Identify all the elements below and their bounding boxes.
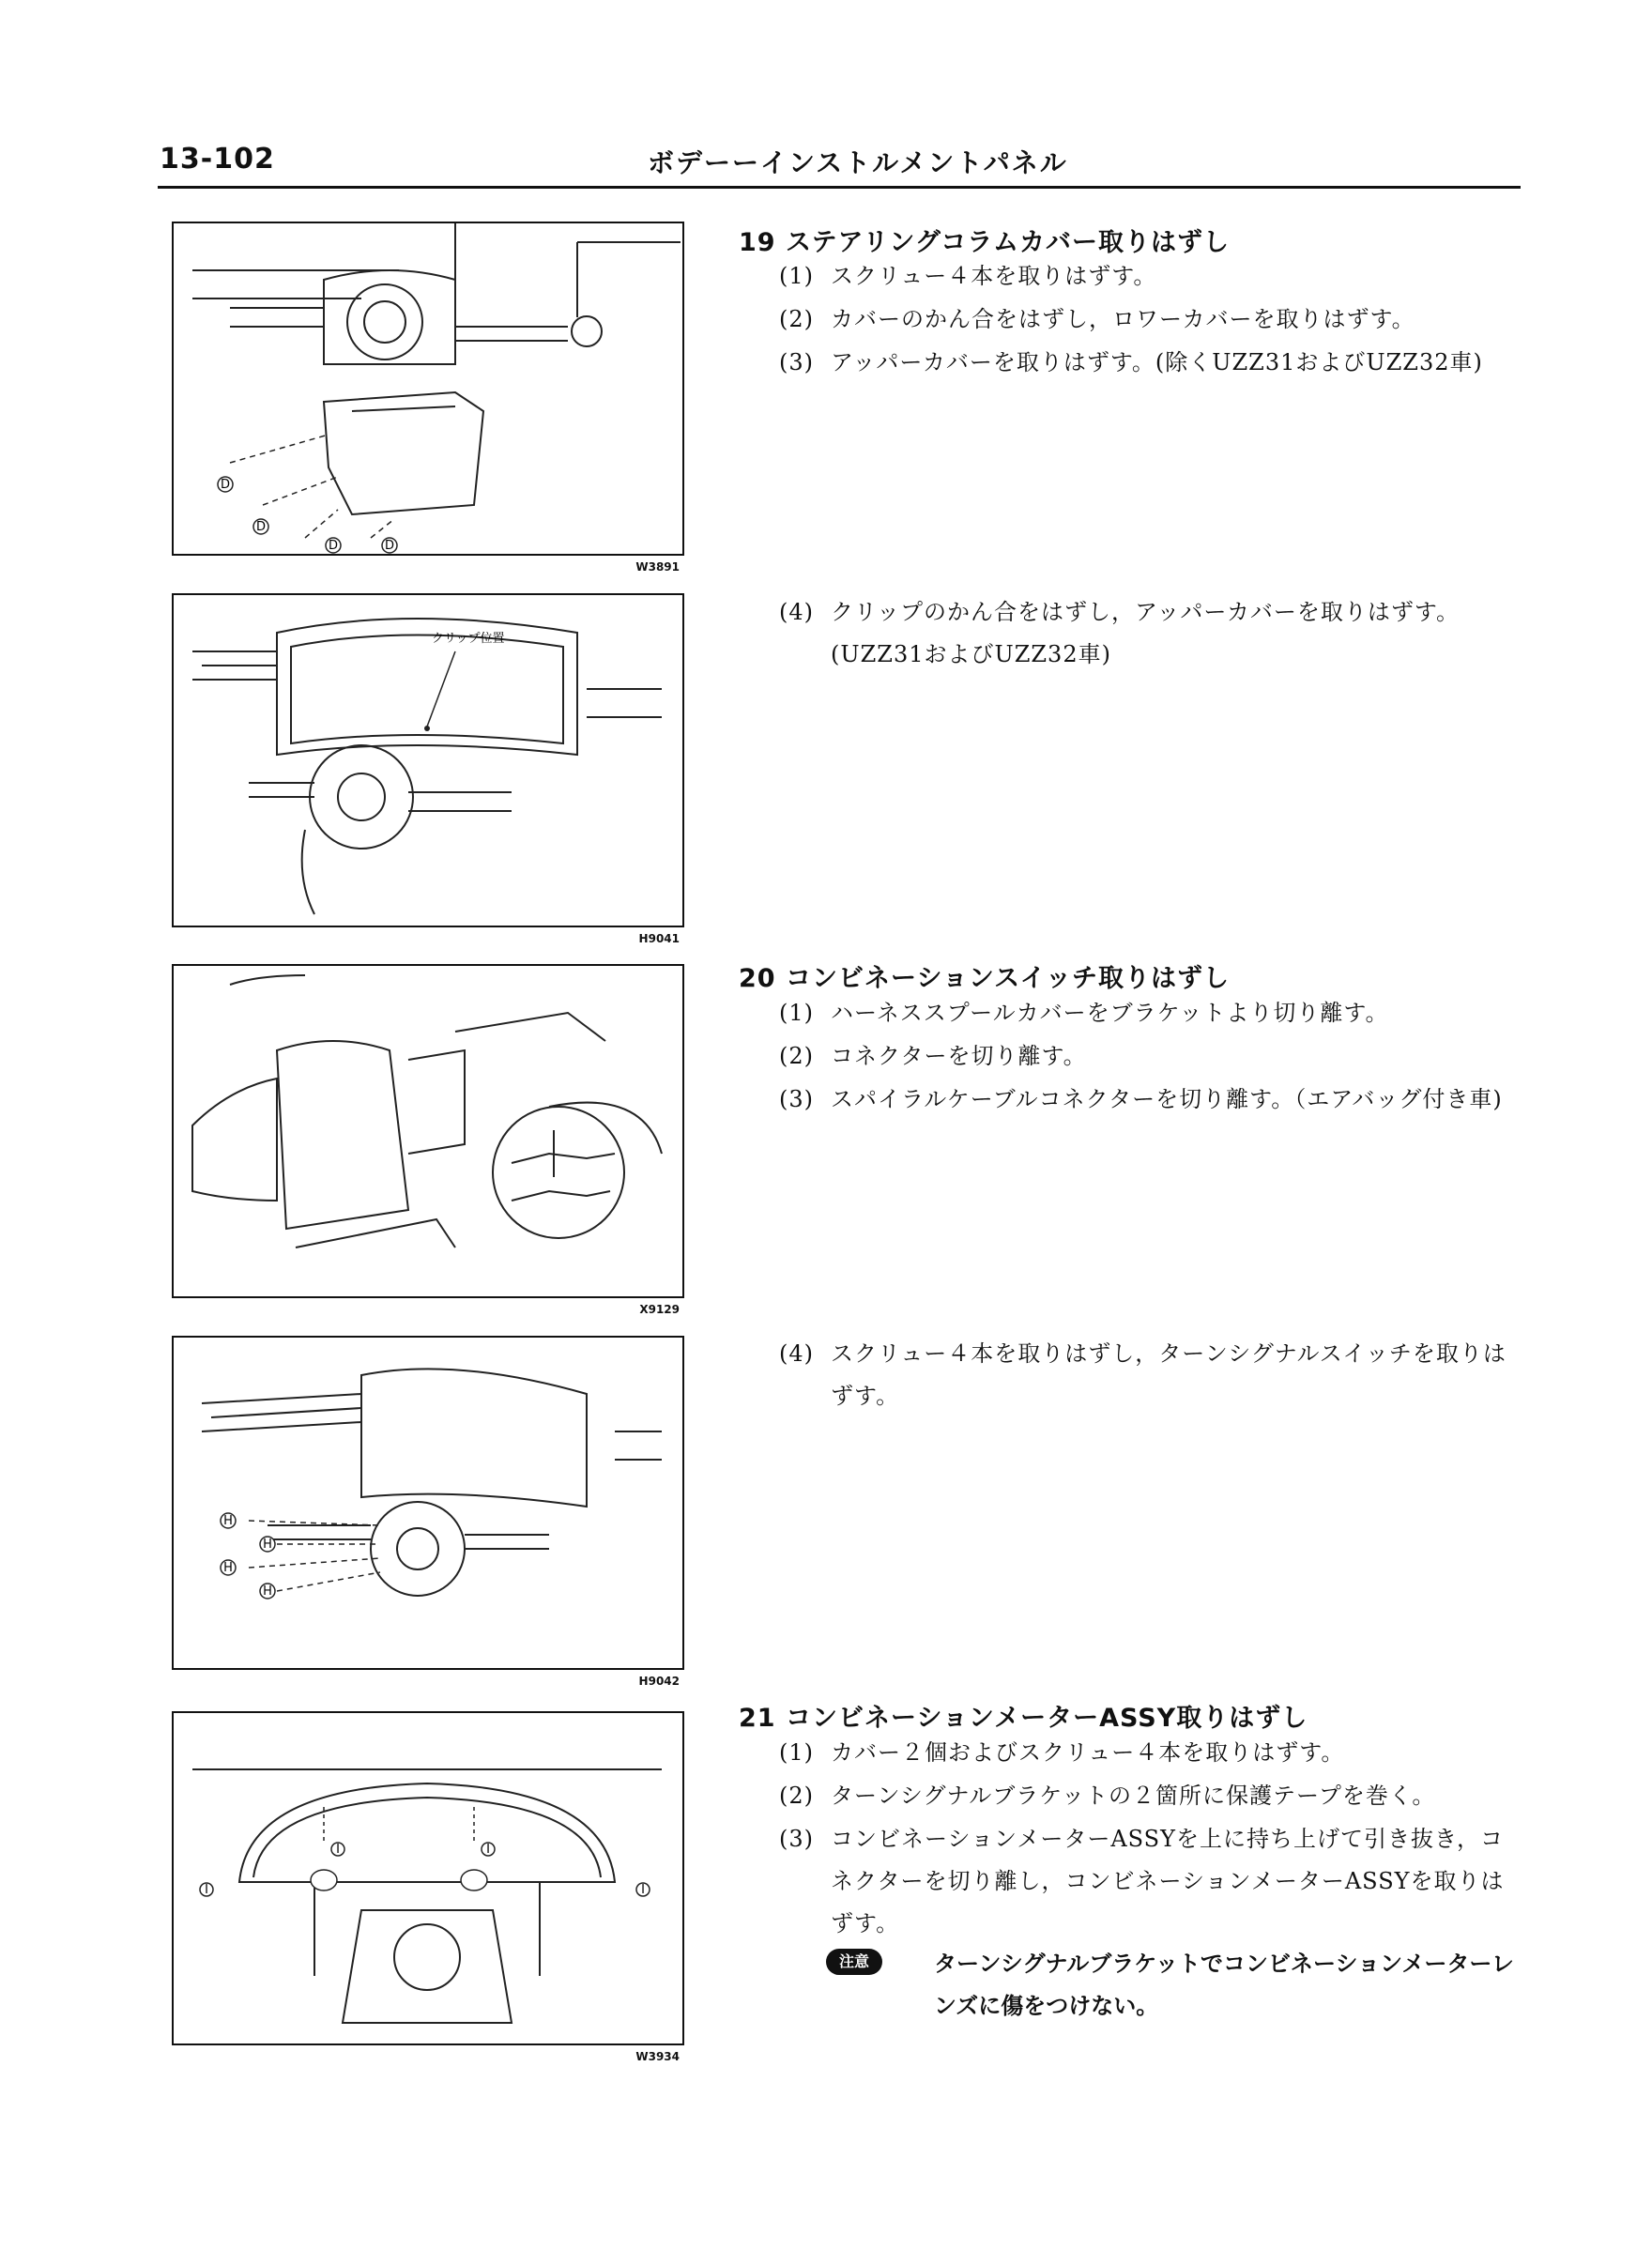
figure-code-4: H9042	[638, 1675, 680, 1688]
step-text: スパイラルケーブルコネクターを切り離す。（エアバッグ付き車)	[831, 1086, 1503, 1112]
callout-i-2: I	[486, 1843, 490, 1857]
section-heading-20	[739, 957, 1230, 994]
callout-h-4: H	[263, 1584, 272, 1599]
step-text: コンビネーションメーターASSYを上に持ち上げて引き抜き，コネクターを切り離し，コンビネーションメーターASSYを取りはずす。	[831, 1826, 1505, 1936]
step-number: (3)	[779, 1826, 814, 1852]
callout-d-2: D	[255, 520, 267, 534]
step-number: (4)	[779, 1340, 814, 1367]
figure-steering-column-cover	[172, 222, 684, 556]
section-heading-19	[739, 222, 1230, 258]
step-21-3	[779, 1818, 1521, 1945]
steering-column-cover-illustration	[174, 223, 682, 554]
clip-position-label: クリップ位置	[432, 632, 505, 646]
figure-code-3: X9129	[639, 1303, 680, 1316]
figure-combination-switch	[172, 964, 684, 1298]
callout-i-4: I	[641, 1883, 645, 1897]
step-text: クリップのかん合をはずし，アッパーカバーを取りはずす。(UZZ31およびUZZ32車)	[831, 599, 1460, 667]
figure-code-1: W3891	[635, 560, 680, 574]
step-19-4	[779, 591, 1521, 676]
step-20-4	[779, 1333, 1521, 1417]
step-number: (2)	[779, 306, 814, 332]
callout-i-1: I	[336, 1843, 340, 1857]
step-19-2	[779, 298, 1521, 341]
section-title: ステアリングコラムカバー取りはずし	[786, 228, 1231, 257]
step-20-3	[779, 1079, 1521, 1121]
combination-meter-illustration	[174, 1713, 682, 2043]
step-text: ハーネススプールカバーをブラケットより切り離す。	[831, 1000, 1389, 1026]
step-text: カバー２個およびスクリュー４本を取りはずす。	[831, 1739, 1345, 1766]
step-number: (2)	[779, 1783, 814, 1809]
section-heading-21	[739, 1697, 1308, 1734]
step-number: (3)	[779, 349, 814, 375]
callout-h-3: H	[223, 1561, 233, 1575]
callout-h-1: H	[223, 1514, 233, 1528]
page-title: ボデーーインストルメントパネル	[648, 147, 1068, 178]
step-20-1	[779, 992, 1521, 1034]
caution-badge: 注意	[826, 1949, 882, 1975]
step-21-1	[779, 1732, 1521, 1774]
caution-text: ターンシグナルブラケットでコンビネーションメーターレンズに傷をつけない。	[934, 1951, 1514, 2019]
callout-d-3: D	[328, 539, 339, 553]
step-number: (1)	[779, 1000, 814, 1026]
step-number: (2)	[779, 1043, 814, 1069]
step-20-2	[779, 1035, 1521, 1078]
figure-turn-signal-switch	[172, 1336, 684, 1670]
combination-switch-illustration	[174, 966, 682, 1296]
step-19-1	[779, 255, 1521, 298]
step-number: (1)	[779, 1739, 814, 1766]
step-text: アッパーカバーを取りはずす。(除くUZZ31およびUZZ32車)	[831, 349, 1483, 375]
callout-d-1: D	[220, 478, 231, 492]
step-19-3	[779, 342, 1521, 384]
step-text: スクリュー４本を取りはずす。	[831, 263, 1157, 289]
step-text: カバーのかん合をはずし，ロワーカバーを取りはずす。	[831, 306, 1415, 332]
callout-i-3: I	[205, 1883, 208, 1897]
section-title: コンビネーションメーターASSY取りはずし	[786, 1704, 1308, 1733]
clip-position-illustration	[174, 595, 682, 926]
section-number: 19	[739, 228, 776, 257]
header-rule	[158, 186, 1521, 189]
step-number: (1)	[779, 263, 814, 289]
section-number: 20	[739, 964, 776, 993]
step-text: ターンシグナルブラケットの２箇所に保護テープを巻く。	[831, 1783, 1436, 1809]
page-number: 13-102	[160, 143, 275, 176]
figure-code-2: H9041	[638, 932, 680, 945]
step-text: スクリュー４本を取りはずし，ターンシグナルスイッチを取りはずす。	[831, 1340, 1507, 1409]
step-21-2	[779, 1775, 1521, 1817]
step-number: (3)	[779, 1086, 814, 1112]
step-number: (4)	[779, 599, 814, 625]
callout-h-2: H	[263, 1538, 272, 1552]
figure-code-5: W3934	[635, 2050, 680, 2063]
section-title: コンビネーションスイッチ取りはずし	[786, 964, 1231, 993]
turn-signal-switch-illustration	[174, 1338, 682, 1668]
step-text: コネクターを切り離す。	[831, 1043, 1087, 1069]
figure-combination-meter	[172, 1711, 684, 2045]
caution-note	[826, 1943, 1521, 2028]
figure-clip-position	[172, 593, 684, 927]
callout-d-4: D	[384, 539, 395, 553]
section-number: 21	[739, 1704, 776, 1733]
